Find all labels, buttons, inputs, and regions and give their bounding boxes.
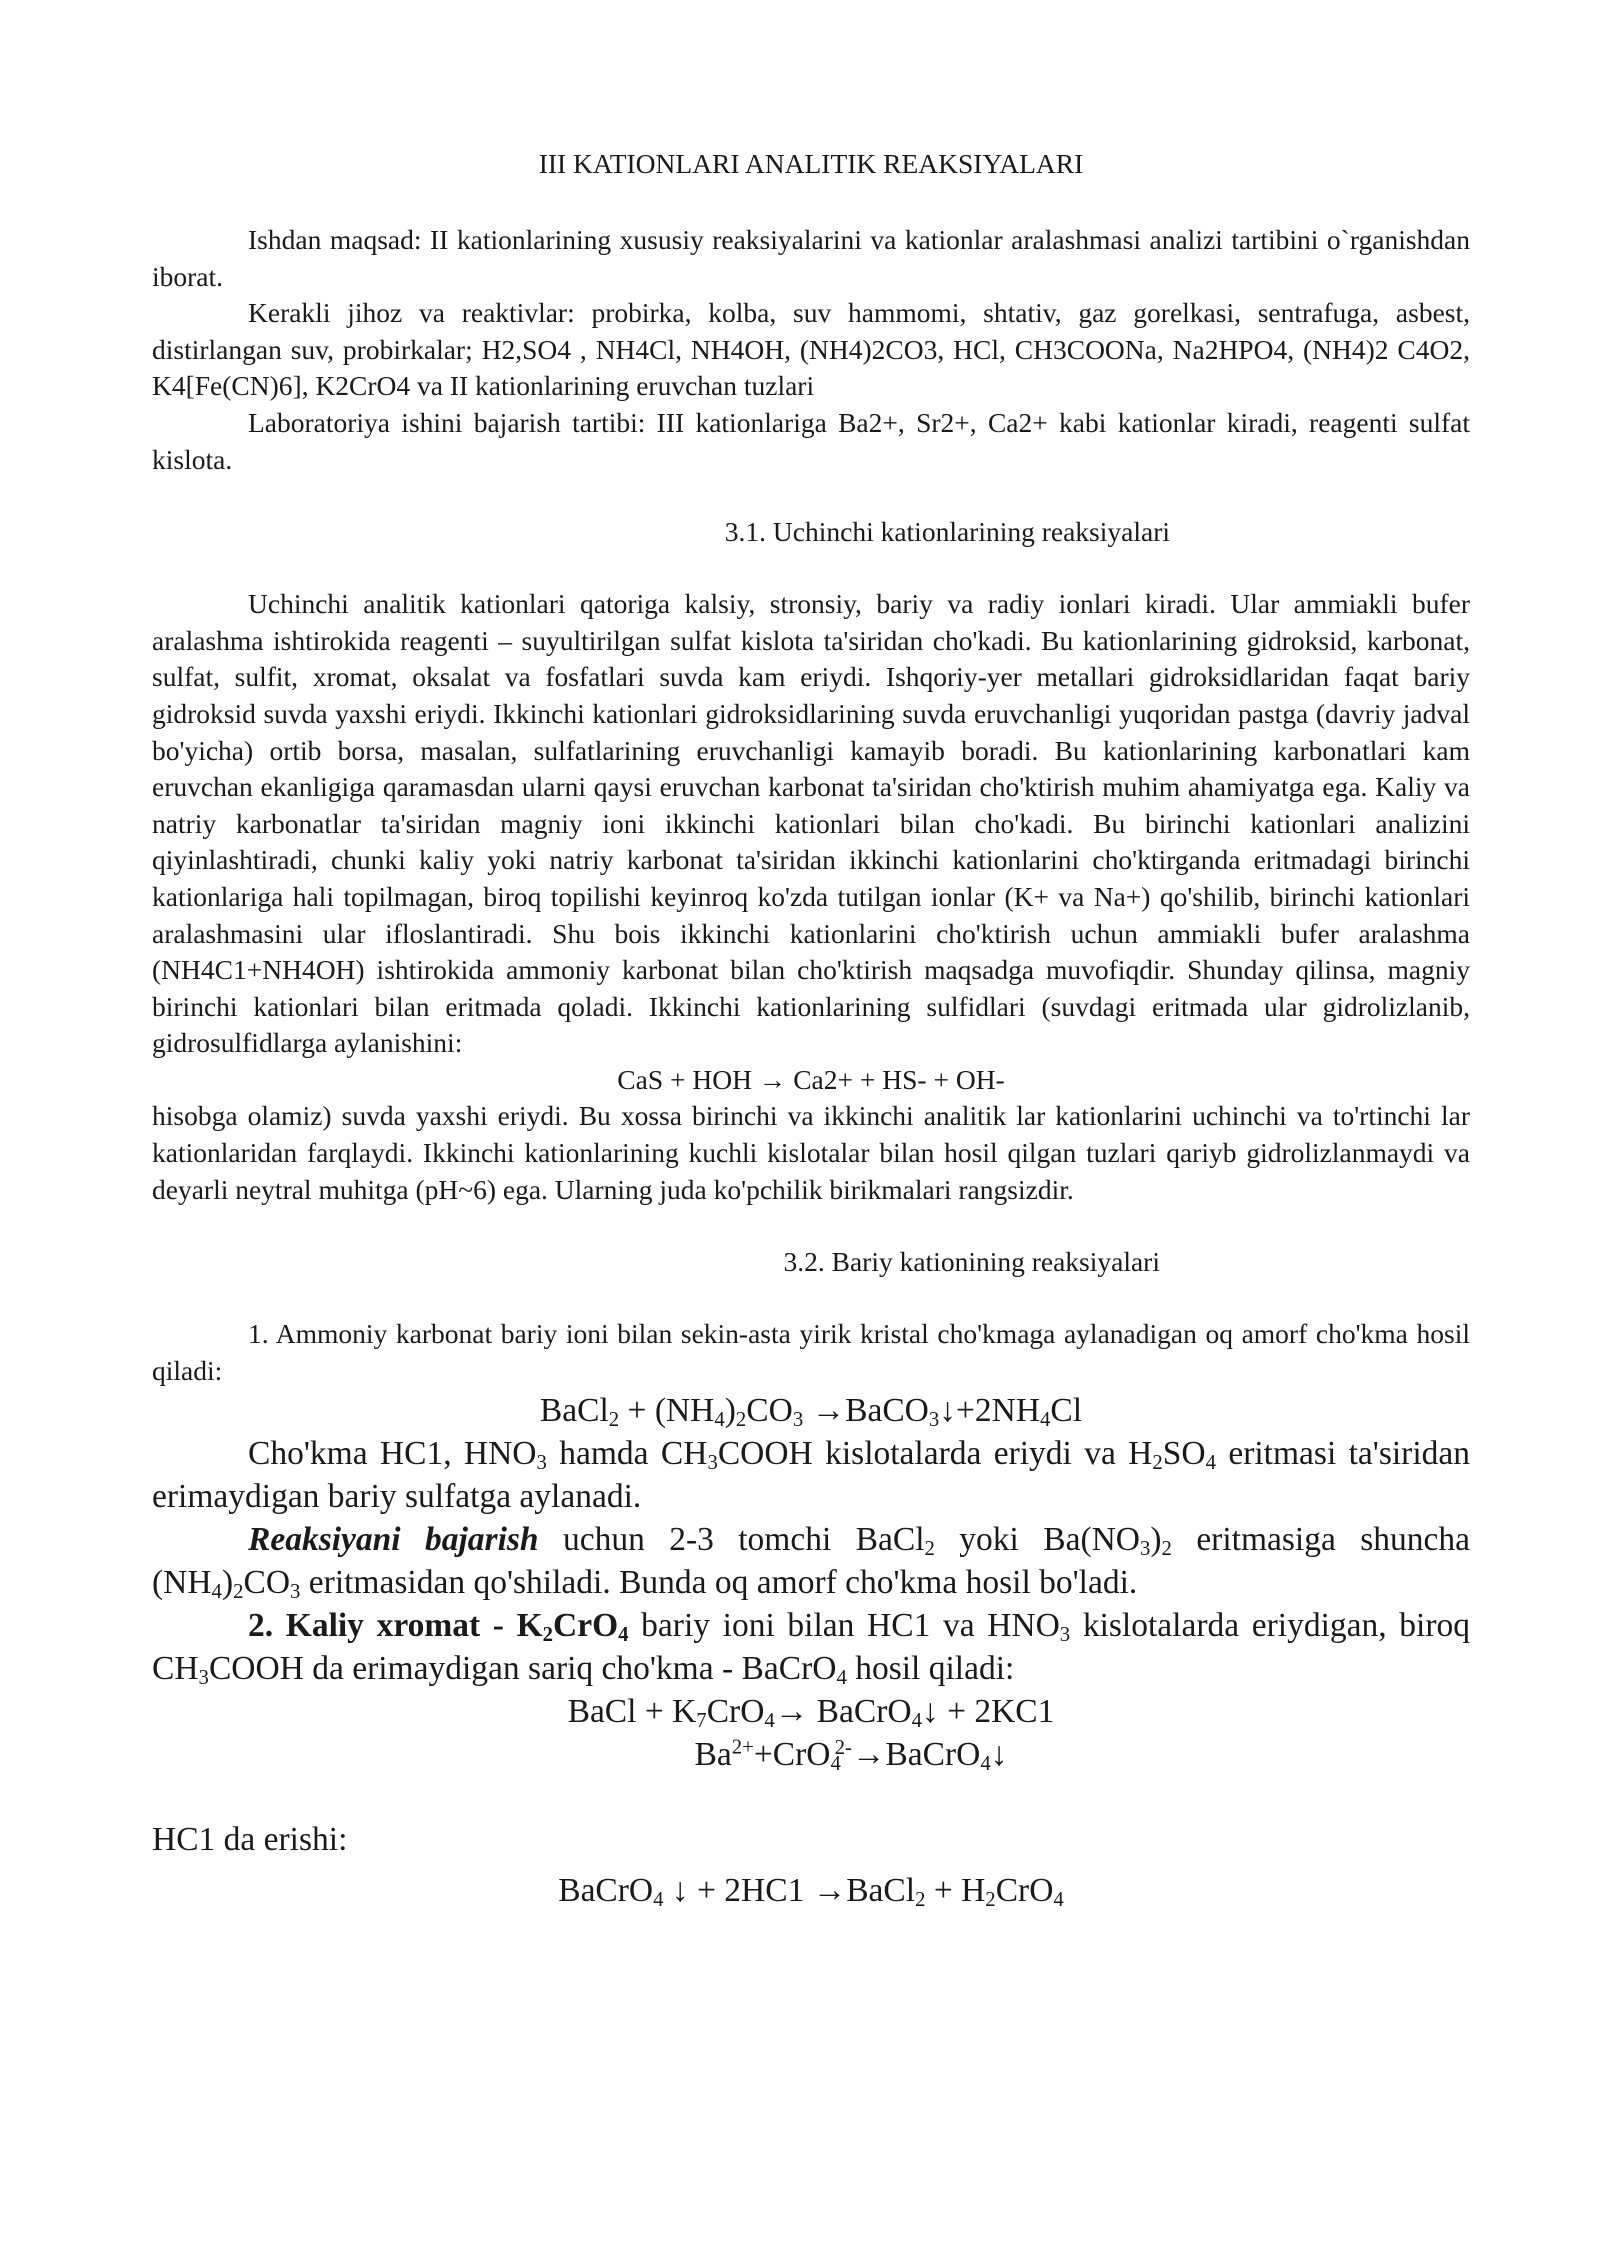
paragraph-equipment: Kerakli jihoz va reaktivlar: probirka, kolba, suv hammomi, shtativ, gaz gorelkasi, sentrafuga, asbest, distirlangan suv, probirkalar; H2,SO4 , NH4Cl, NH4OH, (NH4)2CO3, HCl, CH3COONa, Na2HPO4, (NH4)2 C4O2, K4[Fe(CN)6], K2CrO4 va II kationlarining eruvchan tuzlari <box>152 297 1470 402</box>
equation-barium-chromate-hcl: BaCrO$_4$ ↓ + 2HC1 →BaCl$_2$ + $H_2CrO_4$ <box>558 1872 1064 1912</box>
paragraph-procedure: Laboratoriya ishini bajarish tartibi: III kationlariga Ba2+, Sr2+, Ca2+ kabi kationlar kiradi, reagenti sulfat kislota. <box>152 406 1470 475</box>
paragraph-ammonium-carbonate: 1. Ammoniy karbonat bariy ioni bilan sekin-asta yirik kristal cho'kmaga aylanadigan oq amorf cho'kma hosil qiladi: <box>152 1318 1470 1386</box>
paragraph-precipitate-solubility: Cho'kma HC1, $HNO_3$ hamda $CH_3COOH$ kislotalarda eriydi va $H_2SO_4$ eritmasi ta'siridan erimaydigan bariy sulfatga aylanadi. <box>152 1435 1470 1516</box>
paragraph-third-group-cations: Uchinchi analitik kationlari qatoriga kalsiy, stronsiy, bariy va radiy ionlari kiradi. Ular ammiakli bufer aralashma ishtirokida reagenti – suyultirilgan sulfat kislota ta'siridan cho'kadi. Bu kationlarining gidroksid, karbonat, sulfat, sulfit, xromat, oksalat va fosfatlari suvda kam eriydi. Ishqoriy-yer metallari gidroksidlaridan faqat bariy gidroksid suvda yaxshi eriydi. Ikkinchi kationlari gidroksidlarining suvda eruvchanligi yuqoridan pastga (davriy jadval bo'yicha) ortib borsa, masalan, sulfatlarining eruvchanligi kamayib boradi. Bu kationlarining karbonatlari kam eruvchan ekanligiga qaramasdan ularni qaysi eruvchan karbonat ta'siridan cho'ktirish muhim ahamiyatga ega. Kaliy va natriy karbonatlar ta'siridan magniy ioni ikkinchi kationlari bilan cho'kadi. Bu birinchi kationlari analizini qiyinlashtiradi, chunki kaliy yoki natriy karbonat ta'siridan ikkinchi kationlarini cho'ktirganda eritmadagi birinchi kationlariga hali topilmagan, biroq topilishi keyinroq ko'zda tutilgan ionlar (K+ va Na+) qo'shilib, birinchi kationlari aralashmasini ular ifloslantiradi. Shu bois ikkinchi kationlarini cho'ktirish uchun ammiakli bufer aralashma (NH4C1+NH4OH) ishtirokida ammoniy karbonat bilan cho'ktirish maqsadga muvofiqdir. Shunday qilinsa, magniy birinchi kationlari bilan eritmada qoladi. Ikkinchi kationlarining sulfidlari (suvdagi eritmada ular gidrolizlanib, gidrosulfidlarga aylanishini: <box>152 588 1470 1059</box>
equation-cas-hydrolysis: CaS + HOH → Ca2+ + HS- + OH- <box>617 1063 1005 1095</box>
equation-barium-chromate-ionic: $Ba^{2+}+CrO_4^{2-}\to BaCrO_4↓$ <box>694 1736 1008 1776</box>
paragraph-purpose: Ishdan maqsad: II kationlarining xususiy reaksiyalarini va kationlar aralashmasi analizi tartibini o`rganishdan iborat. <box>152 224 1470 292</box>
section-3-1 <box>152 586 1470 1208</box>
paragraph-potassium-chromate: 2. Kaliy xromat - $K_2CrO_4$ bariy ioni bilan HC1 va $HNO_3$ kislotalarda eriydigan, biroq $CH_3COOH$ da erimaydigan sariq cho'kma - BaCrO$_4$ hosil qiladi: <box>152 1607 1470 1690</box>
section-heading-3-1: 3.1. Uchinchi kationlarining reaksiyalari <box>724 516 1170 548</box>
section-heading-3-2: 3.2. Bariy kationining reaksiyalari <box>783 1246 1160 1278</box>
equation-barium-chromate: BaCl + $K_7CrO_4\to$ BaCrO$_4$↓ + 2KC1 <box>567 1693 1055 1733</box>
document-page <box>152 146 1470 1912</box>
intro-block <box>152 222 1470 478</box>
page-title: III KATIONLARI ANALITIK REAKSIYALARI <box>538 148 1084 179</box>
paragraph-reaction-procedure: Reaksiyani bajarish uchun 2-3 tomchi BaCl$_2$ yoki $Ba(NO_3)_2$ eritmasiga shuncha $(NH_4)_2CO_3$ eritmasidan qo'shiladi. Bunda oq amorf cho'kma hosil bo'ladi. <box>152 1521 1471 1604</box>
section-3-2-body <box>152 1389 1470 1912</box>
hcl-dissolution-label: HC1 da erishi: <box>152 1821 348 1859</box>
equation-bacl2-ammonium-carbonate: BaCl$_2$ + $(NH_4)_2CO_3$ $\to BaCO_3↓+2NH_4Cl$ <box>539 1392 1083 1432</box>
section-3-2-intro <box>152 1316 1470 1389</box>
paragraph-solubility: hisobga olamiz) suvda yaxshi eriydi. Bu xossa birinchi va ikkinchi analitik lar kationlarini uchinchi va to'rtinchi lar kationlaridan farqlaydi. Ikkinchi kationlarining kuchli kislotalar bilan hosil qilgan tuzlari qariyb gidrolizlanmaydi va deyarli neytral muhitga (pH~6) ega. Ularning juda ko'pchilik birikmalari rangsizdir. <box>152 1100 1470 1205</box>
